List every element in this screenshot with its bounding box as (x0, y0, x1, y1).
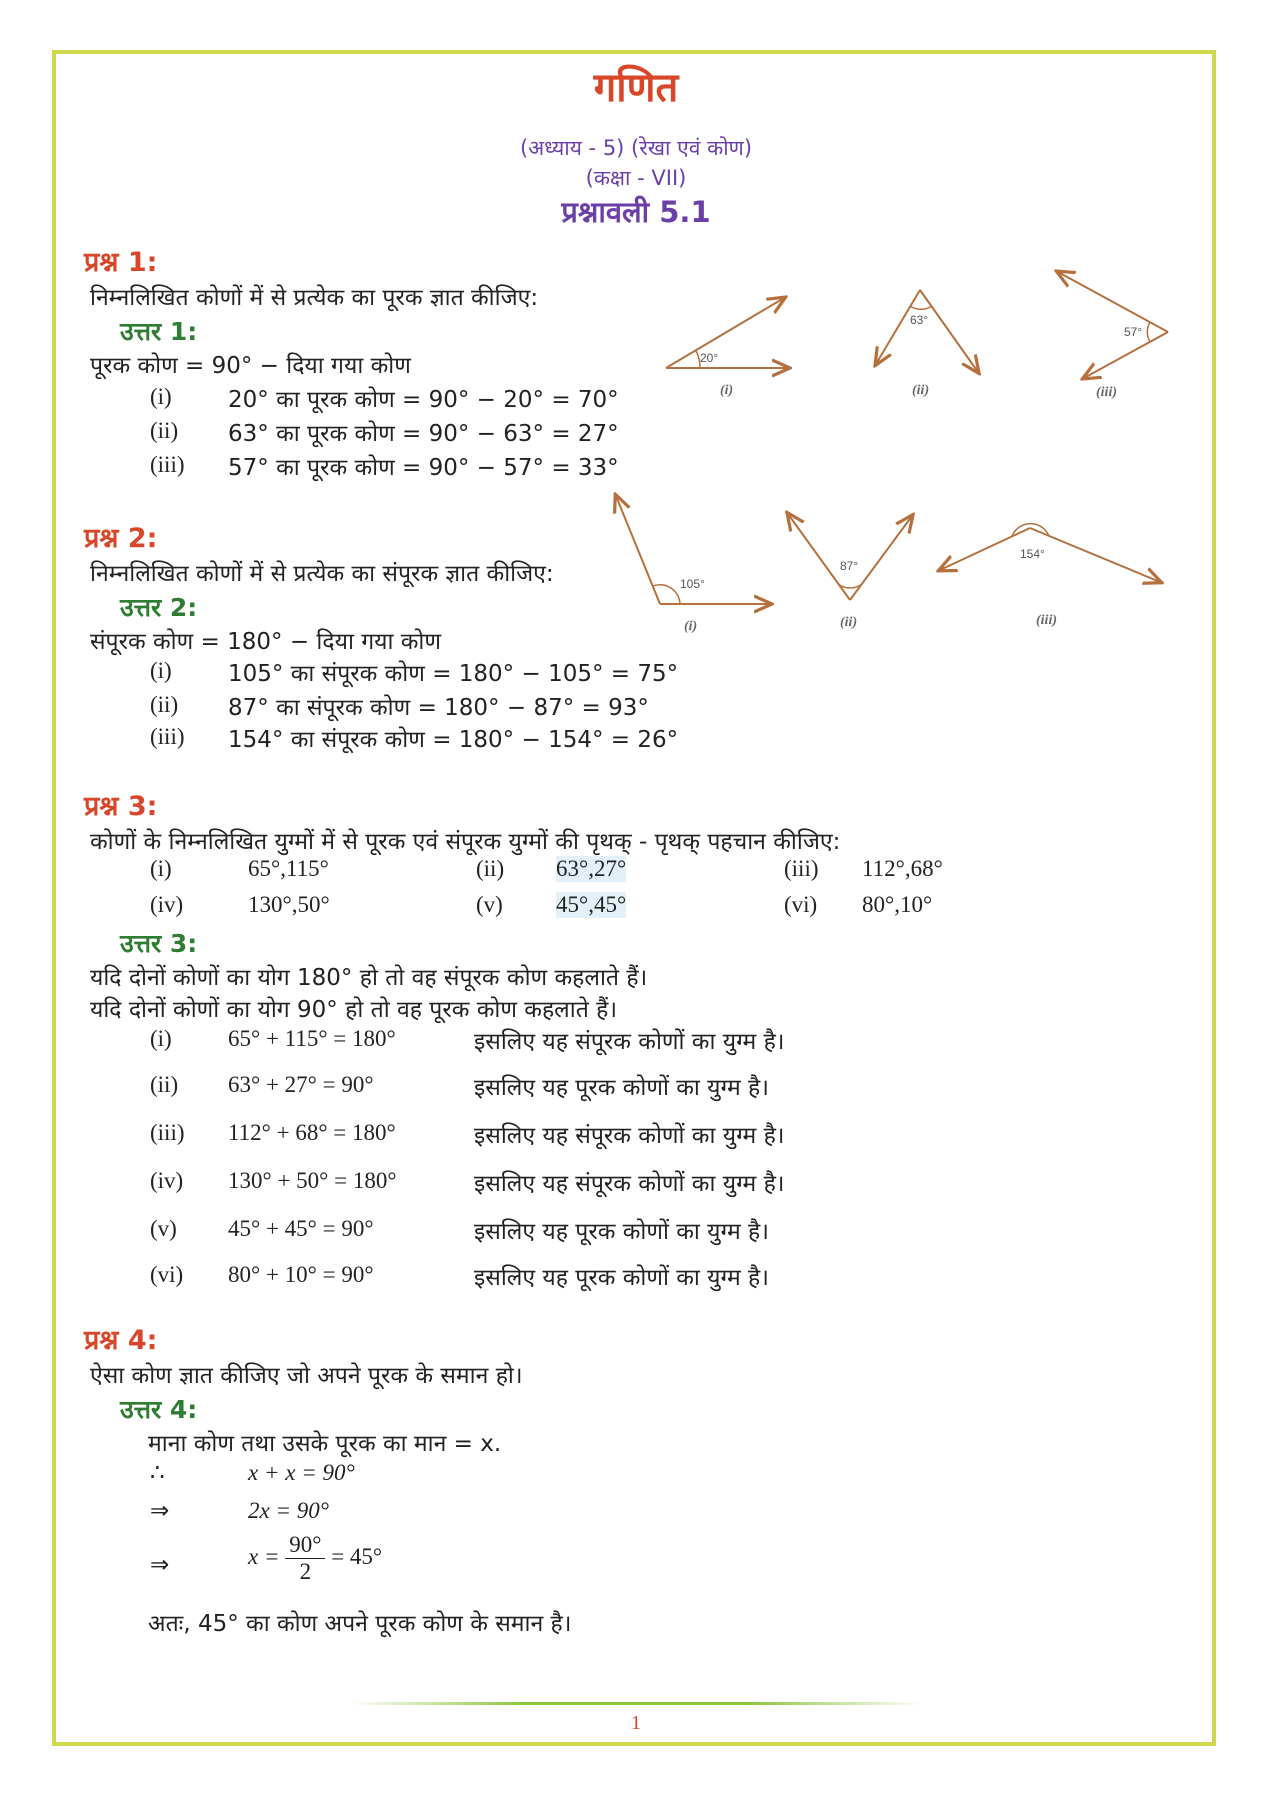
q3-pair-label: (v) (476, 892, 503, 917)
q3-answer-heading: उत्तर 3: (120, 929, 198, 958)
q2-formula: संपूरक कोण = 180° − दिया गया कोण (90, 629, 442, 655)
q3-pair-value: 112°,68° (862, 856, 943, 881)
q4-fraction-denominator: 2 (299, 1559, 312, 1584)
q2-answer-heading: उत्तर 2: (120, 593, 198, 622)
angle-figure-105 (616, 496, 770, 634)
angle-label: 105° (680, 577, 705, 591)
class-label: (कक्षा - VII) (585, 166, 687, 190)
q3-row-eq: 63° + 27° = 90° (228, 1072, 374, 1097)
q3-row-reason: इसलिए यह संपूरक कोणों का युग्म है। (474, 1029, 785, 1055)
q3-pair-value: 63°,27° (556, 856, 627, 881)
q4-step3-rhs: = 45° (331, 1543, 383, 1569)
q1-answer-heading: उत्तर 1: (120, 317, 198, 346)
q3-pair-value: 45°,45° (556, 892, 627, 917)
figure-caption: (ii) (912, 383, 930, 398)
q4-step1: x + x = 90° (248, 1460, 355, 1485)
figure-caption: (i) (684, 619, 698, 634)
q1-row-text: 20° का पूरक कोण = 90° − 20° = 70° (228, 387, 619, 413)
q4-step3-lhs: x = (248, 1543, 280, 1569)
q2-row-label: (ii) (150, 692, 179, 717)
q4-conclusion: अतः, 45° का कोण अपने पूरक कोण के समान है। (148, 1611, 572, 1637)
q3-pair-label: (vi) (784, 892, 818, 917)
q3-row-eq: 112° + 68° = 180° (228, 1120, 396, 1145)
page-number: 1 (631, 1712, 641, 1734)
q3-pair-label: (i) (150, 856, 172, 881)
q4-step2: 2x = 90° (248, 1498, 329, 1523)
q4-question: ऐसा कोण ज्ञात कीजिए जो अपने पूरक के समान हो। (90, 1363, 523, 1389)
angle-label: 57° (1124, 325, 1143, 339)
q3-pair-label: (ii) (476, 856, 505, 881)
implies-symbol: ⇒ (150, 1552, 170, 1577)
q3-row-eq: 130° + 50° = 180° (228, 1168, 397, 1193)
q1-formula: पूरक कोण = 90° − दिया गया कोण (90, 353, 411, 379)
q2-question: निम्नलिखित कोणों में से प्रत्येक का संपूरक ज्ञात कीजिए: (90, 561, 554, 587)
q3-row-eq: 80° + 10° = 90° (228, 1262, 374, 1287)
q3-rule-complementary: यदि दोनों कोणों का योग 90° हो तो वह पूरक कोण कहलाते हैं। (90, 997, 618, 1023)
q4-fraction-numerator: 90° (285, 1532, 325, 1559)
q4-fraction (285, 1532, 325, 1585)
therefore-symbol: ∴ (150, 1460, 165, 1485)
q4-step3 (248, 1532, 382, 1585)
q3-row-label: (iv) (150, 1168, 184, 1193)
q1-figures (660, 260, 1180, 410)
q1-row-label: (iii) (150, 452, 185, 477)
q4-assumption: माना कोण तथा उसके पूरक का मान = x. (148, 1431, 502, 1457)
page-title: गणित (593, 65, 679, 111)
footer-divider (350, 1702, 922, 1705)
angle-figure-63 (876, 290, 978, 398)
q3-pair-label: (iii) (784, 856, 819, 881)
q3-pair-value: 130°,50° (248, 892, 330, 917)
q3-row-reason: इसलिए यह पूरक कोणों का युग्म है। (474, 1265, 769, 1291)
q2-row-text: 154° का संपूरक कोण = 180° − 154° = 26° (228, 727, 679, 753)
q3-pair-value: 65°,115° (248, 856, 329, 881)
q2-row-label: (i) (150, 658, 172, 683)
q1-row-label: (i) (150, 384, 172, 409)
angle-label: 87° (840, 559, 859, 573)
figure-caption: (iii) (1036, 613, 1057, 628)
q3-rule-supplementary: यदि दोनों कोणों का योग 180° हो तो वह संपूरक कोण कहलाते हैं। (90, 965, 648, 991)
chapter-title: (अध्याय - 5) (रेखा एवं कोण) (519, 136, 753, 160)
q1-row-text: 57° का पूरक कोण = 90° − 57° = 33° (228, 455, 619, 481)
figure-caption: (iii) (1096, 385, 1117, 400)
q2-row-text: 87° का संपूरक कोण = 180° − 87° = 93° (228, 695, 649, 721)
q3-row-label: (iii) (150, 1120, 185, 1145)
q3-row-reason: इसलिए यह संपूरक कोणों का युग्म है। (474, 1171, 785, 1197)
angle-label: 20° (700, 351, 719, 365)
q3-row-eq: 45° + 45° = 90° (228, 1216, 374, 1241)
q3-row-eq: 65° + 115° = 180° (228, 1026, 396, 1051)
q3-pair-label: (iv) (150, 892, 184, 917)
q3-row-label: (v) (150, 1216, 177, 1241)
q3-row-label: (i) (150, 1026, 172, 1051)
q1-row-text: 63° का पूरक कोण = 90° − 63° = 27° (228, 421, 619, 447)
figure-caption: (ii) (840, 615, 858, 630)
q3-row-label: (vi) (150, 1262, 184, 1287)
q1-row-label: (ii) (150, 418, 179, 443)
q2-row-text: 105° का संपूरक कोण = 180° − 105° = 75° (228, 661, 679, 687)
q3-row-label: (ii) (150, 1072, 179, 1097)
q4-answer-heading: उत्तर 4: (120, 1395, 198, 1424)
q2-row-label: (iii) (150, 724, 185, 749)
q3-row-reason: इसलिए यह संपूरक कोणों का युग्म है। (474, 1123, 785, 1149)
q2-heading: प्रश्न 2: (84, 523, 158, 554)
angle-label: 154° (1020, 547, 1045, 561)
q4-heading: प्रश्न 4: (84, 1325, 158, 1356)
angle-figure-57 (1058, 272, 1168, 400)
angle-label: 63° (910, 313, 929, 327)
q1-heading: प्रश्न 1: (84, 247, 158, 278)
q3-heading: प्रश्न 3: (84, 791, 158, 822)
angle-figure-20 (666, 298, 788, 398)
q1-question: निम्नलिखित कोणों में से प्रत्येक का पूरक ज्ञात कीजिए: (90, 285, 539, 311)
q3-row-reason: इसलिए यह पूरक कोणों का युग्म है। (474, 1075, 769, 1101)
angle-figure-154 (940, 524, 1160, 628)
exercise-title: प्रश्नावली 5.1 (561, 195, 711, 229)
angle-figure-87 (788, 514, 912, 630)
figure-caption: (i) (720, 383, 734, 398)
q3-pair-value: 80°,10° (862, 892, 933, 917)
q2-figures (612, 492, 1172, 642)
implies-symbol: ⇒ (150, 1498, 170, 1523)
q3-row-reason: इसलिए यह पूरक कोणों का युग्म है। (474, 1219, 769, 1245)
q3-question: कोणों के निम्नलिखित युग्मों में से पूरक एवं संपूरक युग्मों की पृथक् - पृथक् पहचान कीजिए: (90, 829, 841, 855)
